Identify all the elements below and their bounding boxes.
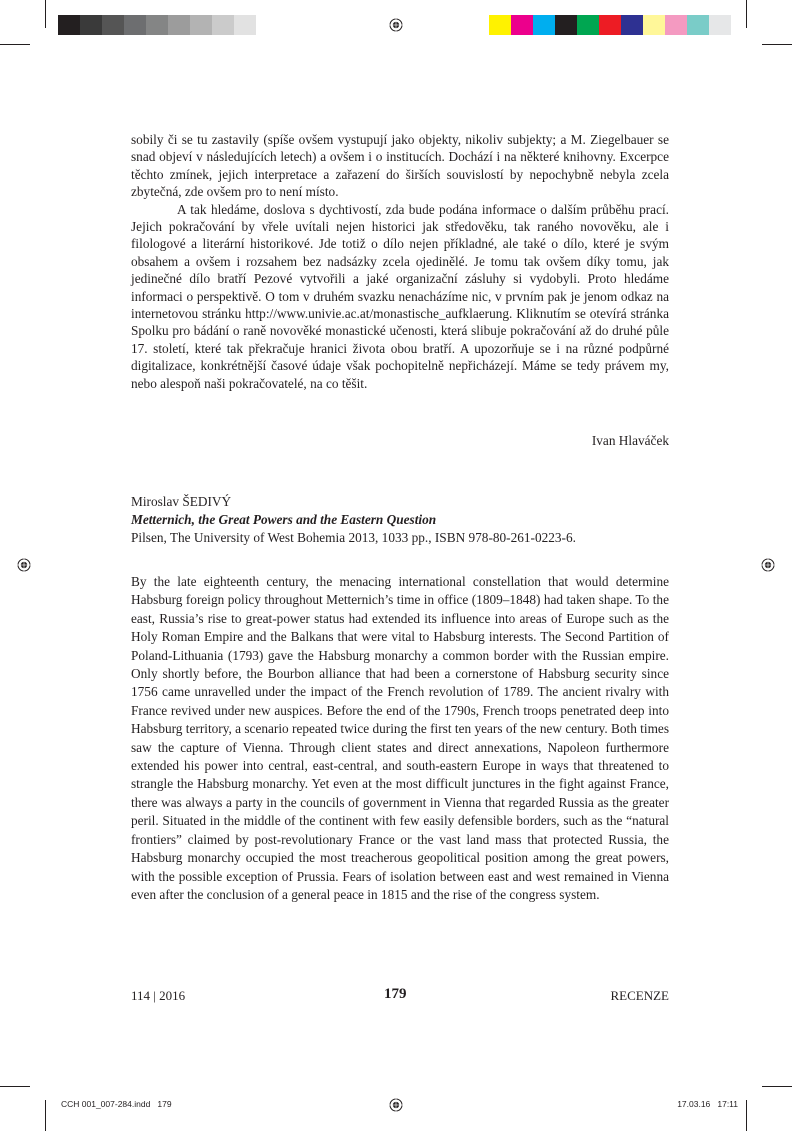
english-paragraph: By the late eighteenth century, the menacing international constellation that would determine Habsburg foreign policy throughout Metternich’s time in office (1809–1848) had taken shape. To the east, Russia’s rise to great-power status had extended its influence into areas of Europe such as the Holy Roman Empire and the Balkans that were vital to Habsburg interests. The Second Partition of Poland-Lithuania (1793) gave the Habsburg monarchy a common border with the Russian empire. Only shortly before, the Bourbon alliance that had been a cornerstone of Habsburg security since 1756 came unravelled under the impact of the French revolution of 1789. The ancient rivalry with France revived under new auspices. Before the end of the 1790s, French troops penetrated deep into Habsburg territory, a scenario repeated twice during the first ten years of the new century. Both times saw the capture of Vienna. Through client states and direct annexations, Napoleon furthermore extended his power into central, east-central, and south-eastern Europe in ways that threatened to strangle the Habsburg monarchy. Yet even at the most difficult junctures in the fight against France, there was always a party in the councils of government in Vienna that regarded Russia as the greater peril. Situated in the middle of the continent with few easily defensible borders, such as the “natural frontiers” claimed by post-revolutionary France or the vast land mass that protected Russia, the Habsburg monarchy occupied the most treacherous geopolitical position among the great powers, with the possible exception of Prussia. Fears of isolation between east and west remained in Vienna even after the conclusion of a general peace in 1815 and the rise of the congress system. bbox=[131, 574, 669, 902]
gray-calibration-bar bbox=[58, 15, 278, 35]
book-title: Metternich, the Great Powers and the Eastern Question bbox=[131, 512, 437, 527]
registration-mark-icon bbox=[761, 558, 775, 572]
gray-swatch-1 bbox=[80, 15, 102, 35]
crop-mark bbox=[762, 44, 792, 45]
registration-mark-icon bbox=[389, 1098, 403, 1112]
crop-mark bbox=[746, 0, 747, 28]
color-swatch-8 bbox=[665, 15, 687, 35]
color-calibration-bar bbox=[489, 15, 731, 35]
gray-swatch-2 bbox=[102, 15, 124, 35]
color-swatch-1 bbox=[511, 15, 533, 35]
reviewer-signature: Ivan Hlaváček bbox=[591, 433, 669, 448]
crop-mark bbox=[45, 0, 46, 28]
crop-mark bbox=[45, 1100, 46, 1131]
color-swatch-4 bbox=[577, 15, 599, 35]
color-swatch-6 bbox=[621, 15, 643, 35]
footer-issue: 114 | 2016 bbox=[131, 988, 186, 1003]
color-swatch-10 bbox=[709, 15, 731, 35]
book-author: Miroslav ŠEDIVÝ bbox=[131, 494, 232, 509]
registration-mark-icon bbox=[17, 558, 31, 572]
gray-swatch-0 bbox=[58, 15, 80, 35]
czech-review-body bbox=[131, 131, 669, 392]
crop-mark bbox=[762, 1086, 792, 1087]
book-publication: Pilsen, The University of West Bohemia 2013, 1033 pp., ISBN 978-80-261-0223-6. bbox=[131, 530, 576, 545]
slug-datetime: 17.03.16 17:11 bbox=[677, 1099, 738, 1109]
crop-mark bbox=[0, 44, 30, 45]
crop-mark bbox=[746, 1100, 747, 1131]
color-swatch-7 bbox=[643, 15, 665, 35]
gray-swatch-7 bbox=[212, 15, 234, 35]
color-swatch-0 bbox=[489, 15, 511, 35]
english-review-body bbox=[131, 573, 669, 904]
gray-swatch-6 bbox=[190, 15, 212, 35]
registration-mark-icon bbox=[389, 18, 403, 32]
gray-swatch-3 bbox=[124, 15, 146, 35]
page-number: 179 bbox=[384, 986, 407, 1002]
crop-mark bbox=[0, 1086, 30, 1087]
gray-swatch-8 bbox=[234, 15, 256, 35]
color-swatch-5 bbox=[599, 15, 621, 35]
color-swatch-2 bbox=[533, 15, 555, 35]
gray-swatch-9 bbox=[256, 15, 278, 35]
slug-file: CCH 001_007-284.indd 179 bbox=[61, 1099, 172, 1109]
color-swatch-9 bbox=[687, 15, 709, 35]
footer-section: RECENZE bbox=[610, 988, 669, 1003]
gray-swatch-5 bbox=[168, 15, 190, 35]
czech-paragraph-1: sobily či se tu zastavily (spíše ovšem vystupují jako objekty, nikoliv subjekty; a M. Ziegelbauer se snad objeví v následujících letech) a ovšem i o institucích. Dochází i na některé knihovny. Excerpce těchto zmínek, jejich interpretace a zařazení do širších souvislostí by nepochybně nebyla zcela zbytečná, zde ovšem pro to není místo. bbox=[131, 132, 669, 200]
gray-swatch-4 bbox=[146, 15, 168, 35]
review-header bbox=[131, 493, 576, 547]
czech-paragraph-2: A tak hledáme, doslova s dychtivostí, zda bude podána informace o dalším průběhu prací. Jejich pokračování by vřele uvítali nejen historici jak středověku, tak raného novověku, ale i filologové a literární historikové. Jde totiž o dílo nejen příkladné, ale také o dílo, které je svým obsahem a ovšem i rozsahem bez nadsázky zcela ojedinělé. Je tomu tak ovšem díky tomu, jak jedinečné dílo bratří Pezové vytvořili a jaké organizační zásluhy si vydobyli. Proto hledáme informaci o perspektivě. O tom v druhém svazku nenacházíme nic, v prvním pak je jenom odkaz na internetovou stránku http://www.univie.ac.at/monastische_aufklaerung. Kliknutím se otevírá stránka Spolku pro bádání o raně novověké monastické učenosti, která slibuje pokračování až do druhé půle 17. století, které tak překračuje hranici života obou bratří. A upozorňuje se i na různé podpůrné digitalizace, konkrétnější časové údaje však pochopitelně nepřicházejí. Máme se tedy právem my, nebo alespoň naši pokračovatelé, na co těšit. bbox=[131, 201, 669, 391]
color-swatch-3 bbox=[555, 15, 577, 35]
